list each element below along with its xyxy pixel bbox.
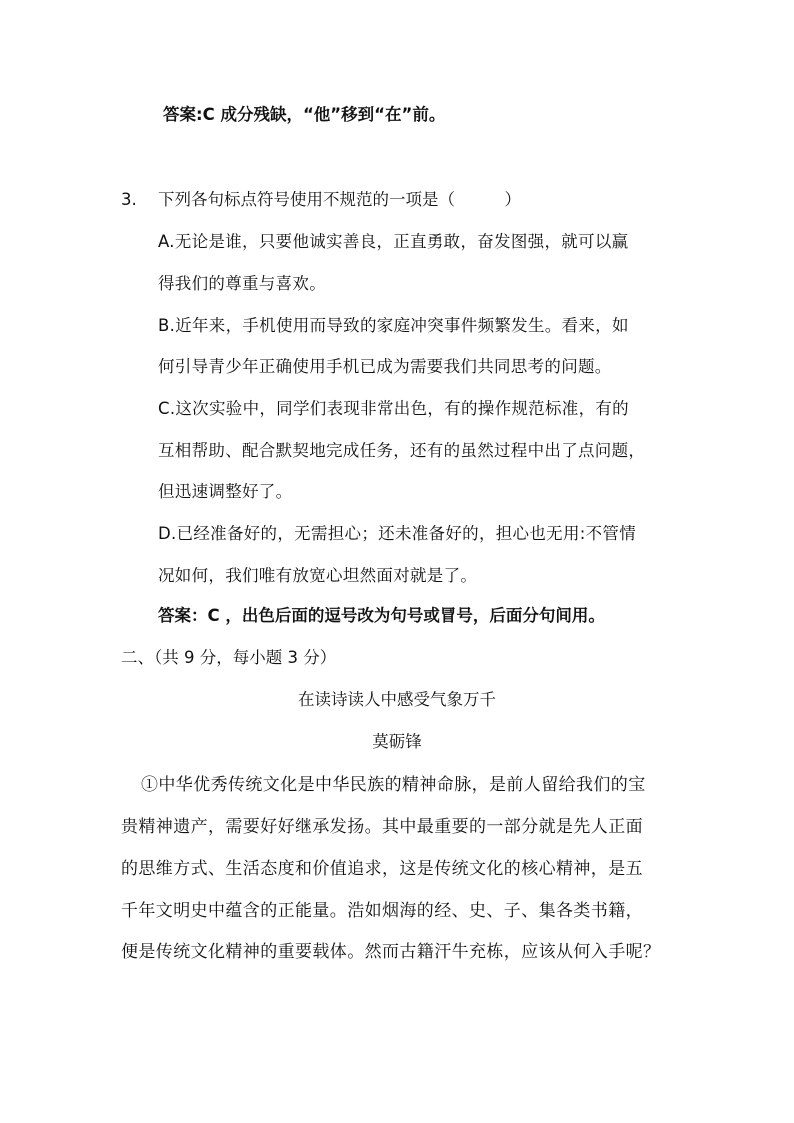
option-label: A. bbox=[158, 232, 175, 251]
option-text: 近年来，手机使用而导致的家庭冲突事件频繁发生。看来，如 bbox=[175, 316, 629, 335]
article-paragraph-line: 贵精神遗产，需要好好继承发扬。其中最重要的一部分就是先人正面 bbox=[121, 817, 643, 837]
option-a-cont: 得我们的尊重与喜欢。 bbox=[158, 274, 326, 293]
option-label: D. bbox=[158, 524, 177, 543]
q3-stem: 下列各句标点符号使用不规范的一项是（ ） bbox=[158, 190, 521, 209]
article-paragraph-line: 便是传统文化精神的重要载体。然而古籍汗牛充栋，应该从何入手呢？ bbox=[121, 942, 661, 962]
article-paragraph-line: 千年文明史中蕴含的正能量。浩如烟海的经、史、子、集各类书籍， bbox=[121, 901, 643, 921]
option-c bbox=[158, 399, 629, 419]
option-label: C. bbox=[158, 399, 176, 418]
article-paragraph-line: ①中华优秀传统文化是中华民族的精神命脉，是前人留给我们的宝 bbox=[141, 775, 646, 795]
article-title: 在读诗读人中感受气象万千 bbox=[298, 690, 496, 709]
option-d-cont: 况如何，我们唯有放宽心坦然面对就是了。 bbox=[158, 566, 478, 585]
q3-number: 3. bbox=[121, 190, 137, 209]
option-b-cont: 何引导青少年正确使用手机已成为需要我们共同思考的问题。 bbox=[158, 357, 612, 376]
option-b bbox=[158, 316, 629, 336]
option-d bbox=[158, 524, 636, 544]
option-c-cont-2: 但迅速调整好了。 bbox=[158, 482, 293, 501]
article-paragraph-line: 的思维方式、生活态度和价值追求，这是传统文化的核心精神，是五 bbox=[121, 859, 643, 879]
option-text: 已经准备好的，无需担心；还未准备好的，担心也无用:不管情 bbox=[176, 524, 637, 543]
option-text: 无论是谁，只要他诚实善良，正直勇敢，奋发图强，就可以赢 bbox=[174, 232, 629, 251]
option-c-cont-1: 互相帮助、配合默契地完成任务，还有的虽然过程中出了点问题， bbox=[158, 441, 646, 460]
option-a bbox=[158, 232, 628, 252]
q3-answer: 答案：C ，出色后面的逗号改为句号或冒号，后面分句间用。 bbox=[158, 606, 605, 625]
article-author: 莫砺锋 bbox=[372, 732, 422, 751]
section-heading: 二、（共 9 分，每小题 3 分） bbox=[121, 648, 337, 667]
q2-answer: 答案:C 成分残缺，“他”移到“在”前。 bbox=[163, 105, 446, 124]
option-text: 这次实验中，同学们表现非常出色，有的操作规范标准，有的 bbox=[175, 399, 629, 418]
option-label: B. bbox=[158, 316, 176, 335]
